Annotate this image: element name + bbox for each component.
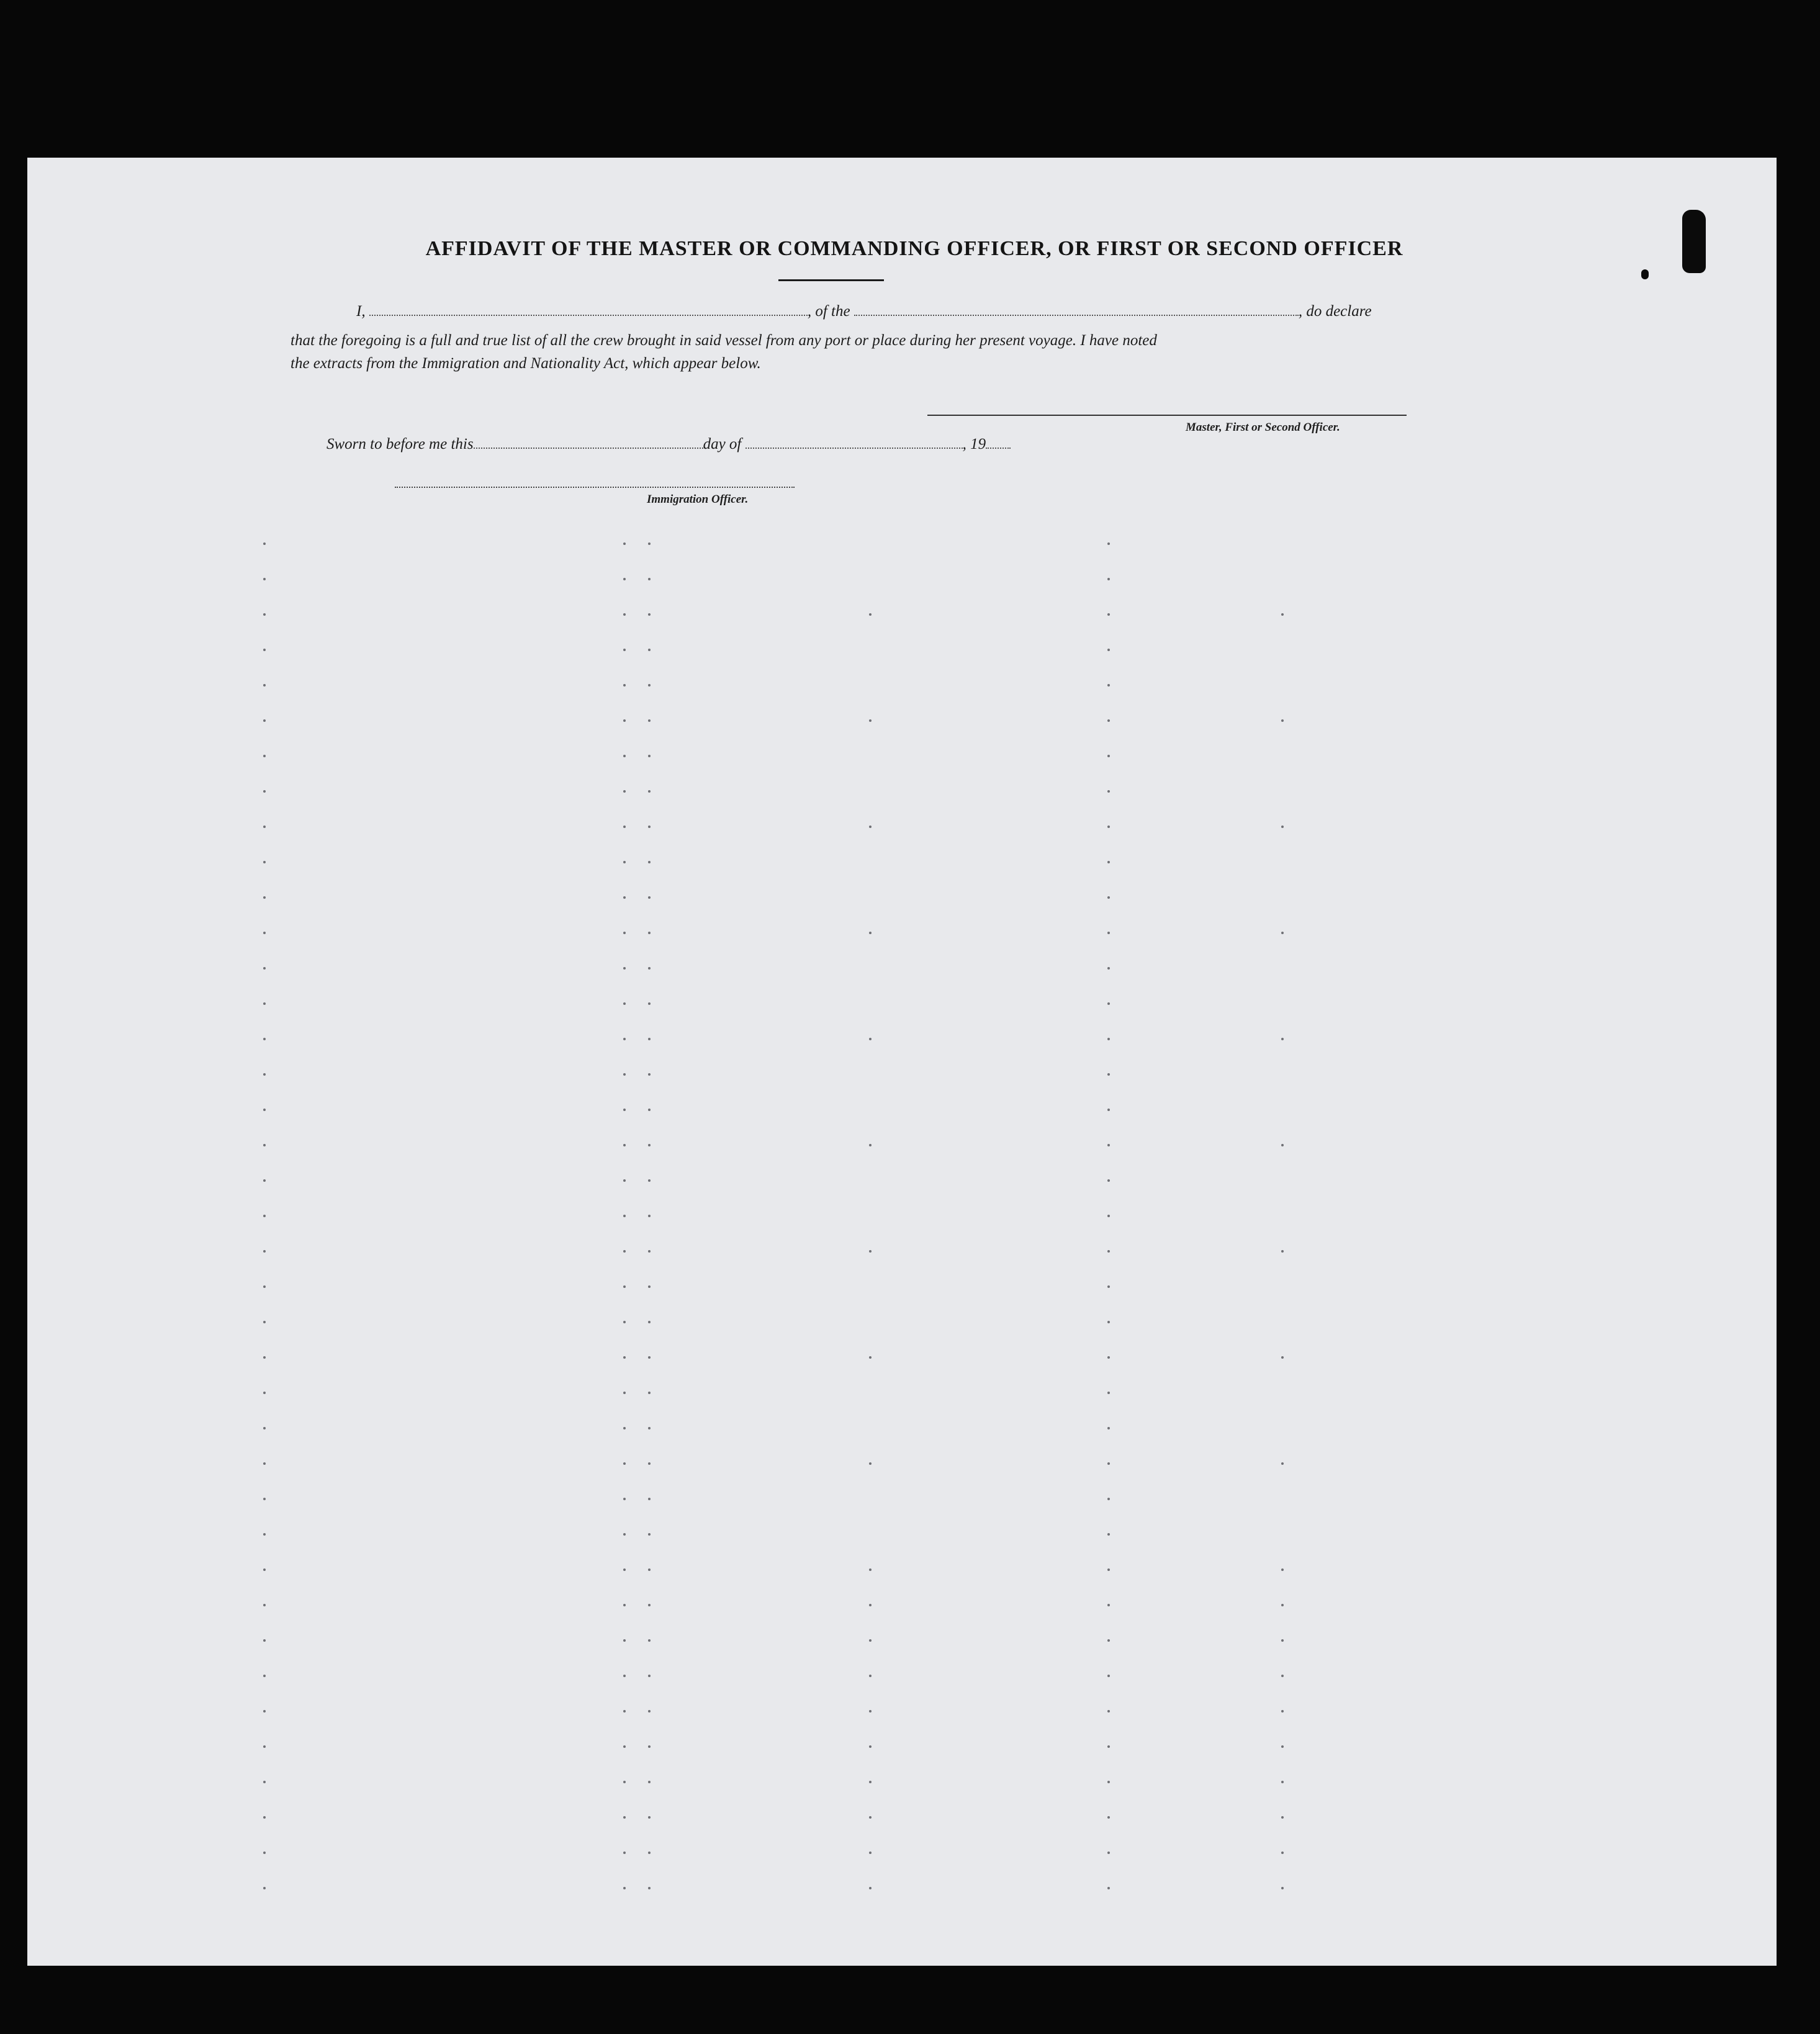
guide-dot [869,1639,872,1642]
guide-dot [648,826,651,828]
guide-dot [623,1568,626,1571]
guide-dot [648,542,651,545]
guide-dot [263,932,266,934]
guide-dot [869,1462,872,1465]
guide-dot [623,1887,626,1889]
year-prefix: , 19 [962,436,986,452]
guide-dot [869,719,872,722]
guide-dot [1107,1250,1110,1253]
guide-dot [1107,684,1110,686]
guide-dot [1107,542,1110,545]
guide-dot [263,1144,266,1146]
guide-dot [263,1498,266,1500]
guide-dot [623,967,626,970]
guide-dot [1107,1038,1110,1040]
guide-dot [648,1215,651,1217]
guide-dot [263,1250,266,1253]
guide-dot [648,1285,651,1288]
guide-dot [623,542,626,545]
guide-dot [263,896,266,899]
guide-dot [623,1498,626,1500]
guide-dot [263,1639,266,1642]
guide-dot [648,1392,651,1394]
guide-dot [623,1781,626,1783]
guide-dot [1107,1816,1110,1819]
guide-dot [1107,1215,1110,1217]
guide-dot [1281,1568,1284,1571]
guide-dot [869,1816,872,1819]
guide-dot [1107,1710,1110,1712]
officer-signature-line [395,487,795,488]
sworn-month-blank [746,439,963,449]
guide-dot [1107,861,1110,863]
guide-dot [623,1816,626,1819]
guide-dot [263,1781,266,1783]
guide-dot [263,649,266,651]
guide-dot [1107,1427,1110,1429]
guide-dot [1281,1781,1284,1783]
guide-dot [1107,1073,1110,1076]
guide-dot [623,896,626,899]
guide-dot [623,649,626,651]
guide-dot [869,1604,872,1606]
guide-dot [648,684,651,686]
guide-dot [648,932,651,934]
guide-dot [648,1852,651,1854]
guide-dot [1107,1002,1110,1005]
ink-blot [1682,210,1706,273]
guide-dot [648,896,651,899]
guide-dot [1281,1250,1284,1253]
guide-dot [648,1321,651,1323]
declaration-line-3: the extracts from the Immigration and Nationality Act, which appear below. [291,355,761,372]
guide-dot [648,1109,651,1111]
guide-dot [623,1392,626,1394]
guide-dot [1107,1887,1110,1889]
guide-dot [1107,790,1110,793]
guide-dot [1107,1179,1110,1182]
guide-dot [623,755,626,757]
guide-dot [623,1533,626,1536]
guide-dot [648,578,651,580]
guide-dot [1107,578,1110,580]
guide-dot [263,1038,266,1040]
guide-dot [1107,719,1110,722]
guide-dot [648,1675,651,1677]
guide-dot [1281,719,1284,722]
guide-dot [1281,826,1284,828]
sworn-day-blank [474,439,703,449]
guide-dot [263,1568,266,1571]
guide-dot [623,932,626,934]
guide-dot [869,1038,872,1040]
guide-dot [623,861,626,863]
declaration-line-1 [291,303,1433,320]
guide-dot [869,1144,872,1146]
guide-dot [623,1639,626,1642]
guide-dot [648,1887,651,1889]
guide-dot [1281,1038,1284,1040]
guide-dot [648,861,651,863]
guide-dot [648,1745,651,1748]
guide-dot [648,1498,651,1500]
guide-dot [648,649,651,651]
guide-dot [263,1215,266,1217]
guide-dot [869,1356,872,1359]
guide-dot [648,967,651,970]
guide-dot [648,1356,651,1359]
guide-dot [623,684,626,686]
guide-dot [648,1604,651,1606]
guide-dot [263,790,266,793]
guide-dot [869,1568,872,1571]
guide-dot [623,1356,626,1359]
guide-dot [1107,967,1110,970]
guide-dot [1281,1462,1284,1465]
declarant-prefix: I, [356,303,366,320]
guide-dot [623,1179,626,1182]
guide-dot [869,1250,872,1253]
guide-dot [623,1710,626,1712]
guide-dot [1281,1675,1284,1677]
officer-signature-caption: Immigration Officer. [647,493,749,506]
master-signature-caption: Master, First or Second Officer. [1186,421,1340,434]
guide-dot [648,1144,651,1146]
guide-dot [1281,1852,1284,1854]
guide-dot [1107,1745,1110,1748]
guide-dot [648,719,651,722]
sworn-line [327,436,1469,453]
guide-dot [648,1002,651,1005]
do-declare-label: , do declare [1298,303,1372,320]
guide-dot [263,755,266,757]
guide-dot [263,1073,266,1076]
guide-dot [648,1427,651,1429]
ink-speck [1641,269,1649,279]
guide-dot [623,1285,626,1288]
guide-dot [1107,896,1110,899]
guide-dot [263,1285,266,1288]
guide-dot [1281,613,1284,616]
guide-dot [869,1781,872,1783]
guide-dot [1107,1392,1110,1394]
guide-dot [1107,1852,1110,1854]
guide-dot [263,1427,266,1429]
guide-dot [623,1038,626,1040]
guide-dot [1107,1781,1110,1783]
guide-dot [869,826,872,828]
guide-dot [623,790,626,793]
guide-dot [263,1002,266,1005]
vessel-blank [854,306,1299,316]
guide-dot [623,1144,626,1146]
guide-dot [648,1250,651,1253]
guide-dot [1281,1356,1284,1359]
guide-dot [263,1321,266,1323]
guide-dot [263,578,266,580]
sworn-prefix: Sworn to before me this [327,436,474,452]
guide-dot [623,1109,626,1111]
guide-dot [623,1462,626,1465]
guide-dot [869,1745,872,1748]
guide-dot [648,1038,651,1040]
guide-dot [1281,932,1284,934]
guide-dot [623,826,626,828]
day-of-label: day of [703,436,742,452]
master-signature-line [927,415,1407,416]
guide-dot [1107,826,1110,828]
guide-dot [263,613,266,616]
guide-dot [1107,1498,1110,1500]
guide-dot [648,1073,651,1076]
guide-dot [648,613,651,616]
declaration-line-2: that the foregoing is a full and true list of all the crew brought in said vessel from any port or place during her present voyage. I have noted [291,332,1157,349]
guide-dot [1107,1533,1110,1536]
guide-dot [1107,1675,1110,1677]
guide-dot [623,1002,626,1005]
guide-dot [648,790,651,793]
guide-dot [869,1887,872,1889]
title-underline [778,279,884,281]
guide-dot [263,684,266,686]
guide-dot [1107,1604,1110,1606]
guide-dot [263,967,266,970]
guide-dot [623,578,626,580]
affidavit-title: AFFIDAVIT OF THE MASTER OR COMMANDING OFFICER, OR FIRST OR SECOND OFFICER [425,237,1403,260]
guide-dot [263,1604,266,1606]
guide-dot [1107,1109,1110,1111]
document-page [27,158,1777,1966]
guide-dot [1107,1321,1110,1323]
guide-dot [263,1533,266,1536]
guide-dot [648,1710,651,1712]
guide-dot [869,613,872,616]
guide-dot [648,1533,651,1536]
guide-dot [1107,1144,1110,1146]
guide-dot [263,861,266,863]
guide-dot [623,1250,626,1253]
guide-dot [263,1392,266,1394]
guide-dot [623,1675,626,1677]
guide-dot [1107,1568,1110,1571]
guide-dot [648,1639,651,1642]
guide-dot [1107,1356,1110,1359]
guide-dot [263,1179,266,1182]
guide-dot [1107,613,1110,616]
guide-dot [263,1852,266,1854]
guide-dot [263,542,266,545]
guide-dot [623,1604,626,1606]
guide-dot [263,1356,266,1359]
guide-dot [623,1215,626,1217]
guide-dot [648,755,651,757]
guide-dot [1281,1604,1284,1606]
guide-dot [623,1852,626,1854]
guide-dot [1281,1144,1284,1146]
guide-dot [263,719,266,722]
guide-dot [623,1073,626,1076]
name-blank [369,306,808,316]
guide-dot [648,1781,651,1783]
guide-dot [623,1427,626,1429]
guide-dot [623,1745,626,1748]
guide-dot [1107,932,1110,934]
guide-dot [648,1179,651,1182]
guide-dot [869,1852,872,1854]
guide-dot [1107,1462,1110,1465]
guide-dot [263,826,266,828]
guide-dot [1107,755,1110,757]
guide-dot [1107,1285,1110,1288]
guide-dot [623,613,626,616]
guide-dot [263,1675,266,1677]
year-blank [986,439,1011,449]
guide-dot [263,1109,266,1111]
guide-dot [1107,649,1110,651]
guide-dot [623,719,626,722]
guide-dot [1281,1745,1284,1748]
guide-dot [1281,1710,1284,1712]
guide-dot [263,1462,266,1465]
guide-dot [263,1816,266,1819]
guide-dot [623,1321,626,1323]
guide-dot [869,1675,872,1677]
guide-dot [1281,1816,1284,1819]
of-the-label: , of the [807,303,850,320]
guide-dot [648,1816,651,1819]
guide-dot [1107,1639,1110,1642]
guide-dot [1281,1639,1284,1642]
guide-dot [263,1745,266,1748]
guide-dot [648,1462,651,1465]
guide-dot [1281,1887,1284,1889]
guide-dot [263,1887,266,1889]
guide-dot [869,1710,872,1712]
guide-dot [648,1568,651,1571]
guide-dot [869,932,872,934]
guide-dot [263,1710,266,1712]
